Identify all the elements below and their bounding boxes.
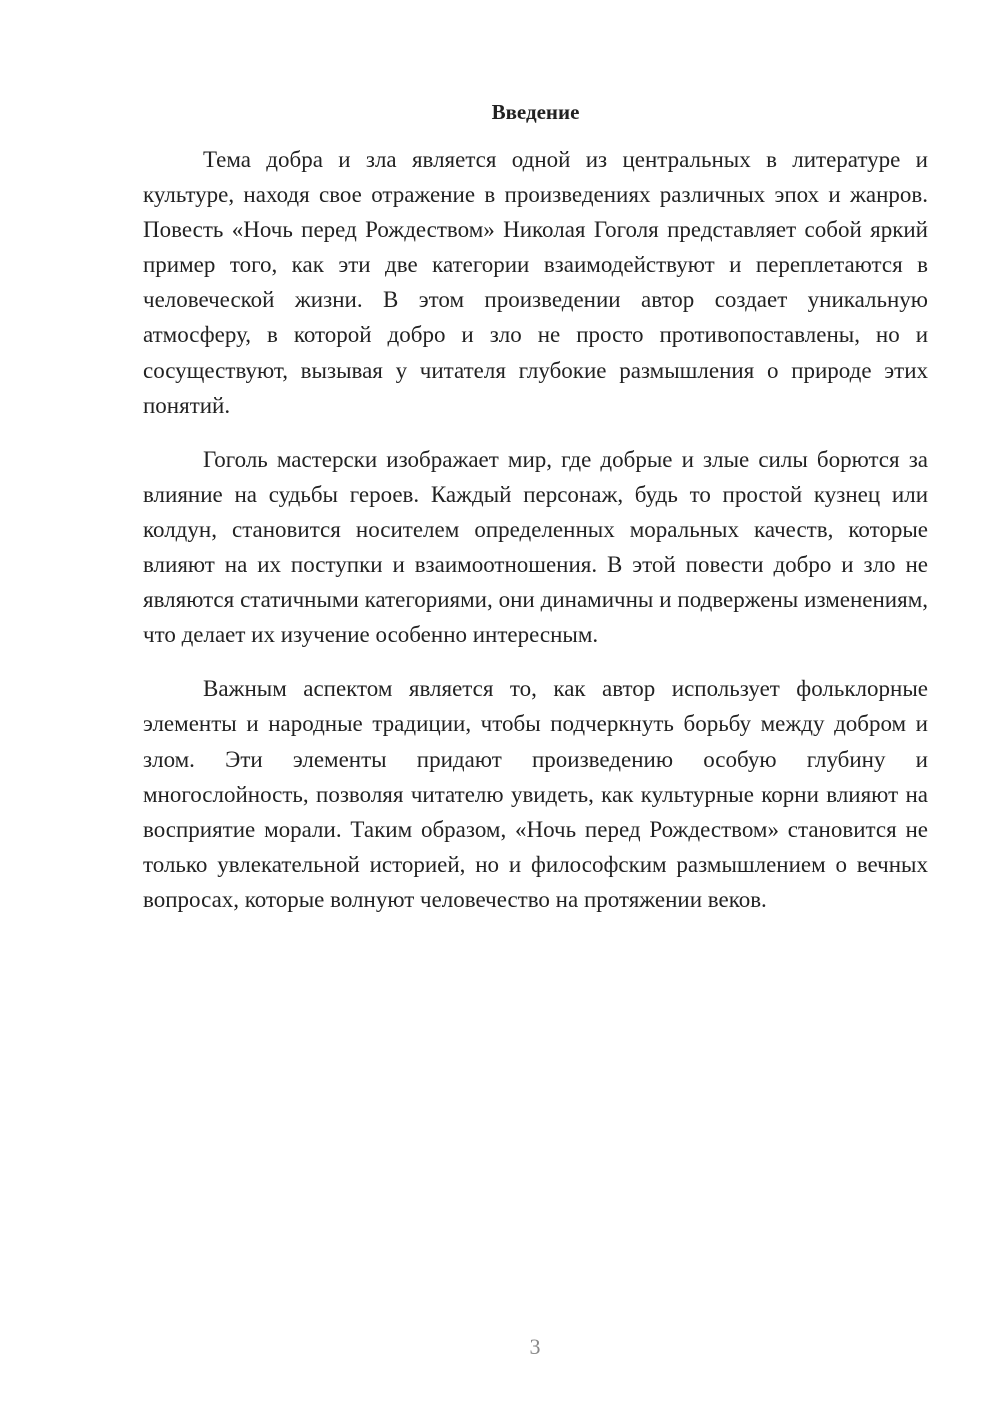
paragraph-3: Важным аспектом является то, как автор использует фольклорные элементы и народные традиции, чтобы подчеркнуть борьбу между добром и злом. Эти элементы придают произведению особую глубину и многослойность, позволяя читателю увидеть, как культурные корни влияют на восприятие морали. Таким образом, «Ночь перед Рождеством» становится не только увлекательной историей, но и философским размышлением о вечных вопросах, которые волнуют человечество на протяжении веков. xyxy=(143,676,928,912)
section-heading: Введение xyxy=(491,100,580,124)
body-text xyxy=(143,142,928,936)
page-number: 3 xyxy=(529,1334,541,1359)
paragraph-1: Тема добра и зла является одной из центральных в литературе и культуре, находя свое отражение в произведениях различных эпох и жанров. Повесть «Ночь перед Рождеством» Николая Гоголя представляет собой яркий пример того, как эти две категории взаимодействуют и переплетаются в человеческой жизни. В этом произведении автор создает уникальную атмосферу, в которой добро и зло не просто противопоставлены, но и сосуществуют, вызывая у читателя глубокие размышления о природе этих понятий. xyxy=(143,147,928,418)
paragraph-2: Гоголь мастерски изображает мир, где добрые и злые силы борются за влияние на судьбы героев. Каждый персонаж, будь то простой кузнец или колдун, становится носителем определенных моральных качеств, которые влияют на их поступки и взаимоотношения. В этой повести добро и зло не являются статичными категориями, они динамичны и подвержены изменениям, что делает их изучение особенно интересным. xyxy=(143,446,928,648)
